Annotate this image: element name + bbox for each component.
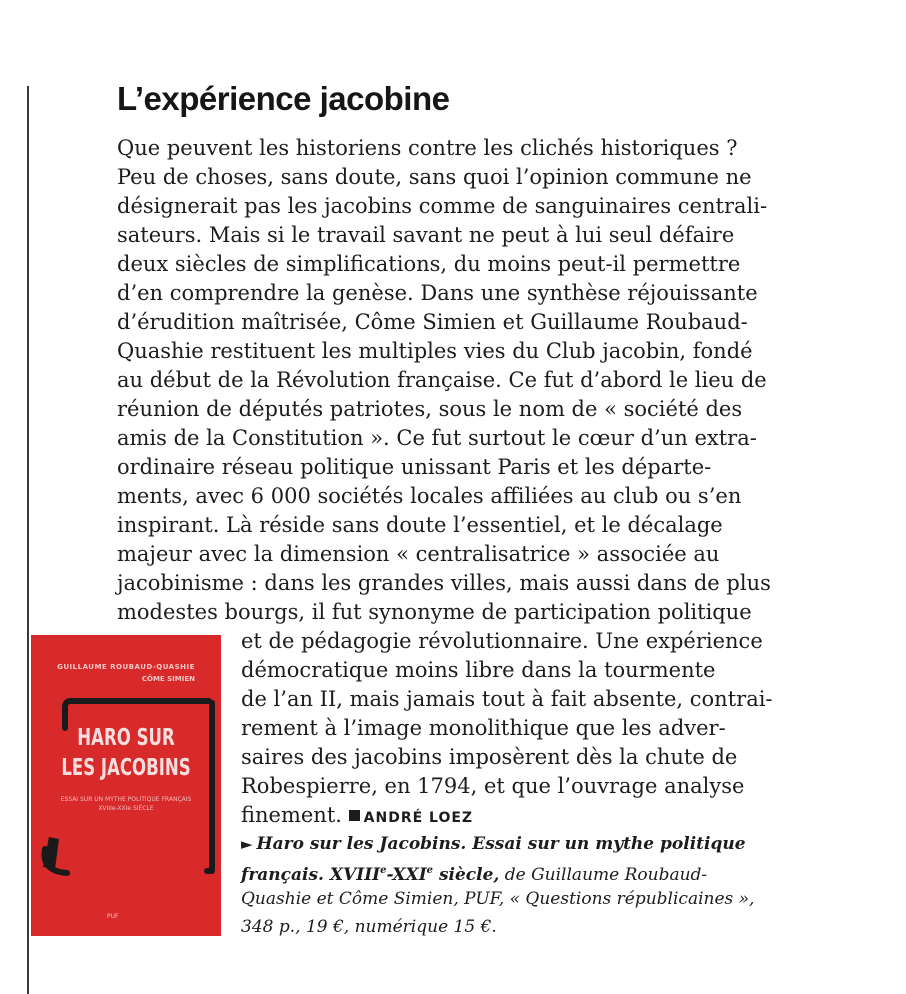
article-last-line — [241, 801, 473, 833]
body-line: Peu de choses, sans doute, sans quoi l’opinion commune ne — [117, 165, 752, 189]
body-line: au début de la Révolution française. Ce fut d’abord le lieu de — [117, 368, 767, 392]
author-byline: ANDRÉ LOEZ — [363, 810, 474, 826]
body-line: majeur avec la dimension « centralisatrice » associée au — [117, 542, 720, 566]
book-title-part-1: Haro sur les Jacobins. Essai sur un mythe politique — [256, 834, 746, 854]
body-line: inspirant. Là réside sans doute l’essentiel, et le décalage — [117, 513, 723, 537]
cover-subtitle: ESSAI SUR UN MYTHE POLITIQUE FRANÇAIS XVIIIe-XXIe SIÈCLE — [60, 796, 192, 812]
body-line-indented: saires des jacobins imposèrent dès la chute de — [241, 745, 738, 769]
column-rule — [27, 86, 29, 994]
body-line: ordinaire réseau politique unissant Paris et les départe- — [117, 455, 712, 479]
last-line-text: finement. — [241, 803, 342, 827]
body-line: Quashie restituent les multiples vies du Club jacobin, fondé — [117, 339, 753, 363]
body-line-indented: Robespierre, en 1794, et que l’ouvrage analyse — [241, 774, 745, 798]
body-line-indented: et de pédagogie révolutionnaire. Une expérience — [241, 629, 763, 653]
body-line: modestes bourgs, il fut synonyme de participation politique — [117, 600, 752, 624]
body-line: ments, avec 6 000 sociétés locales affiliées au club ou s’en — [117, 484, 742, 508]
body-line-indented: de l’an II, mais jamais tout à fait absente, contrai- — [241, 687, 773, 711]
book-cover — [31, 635, 221, 936]
arrow-bullet-icon: ► — [241, 835, 253, 853]
body-line: sateurs. Mais si le travail savant ne peut à lui seul défaire — [117, 223, 735, 247]
body-line: d’érudition maîtrisée, Côme Simien et Guillaume Roubaud- — [117, 310, 748, 334]
cover-author-2: CÔME SIMIEN — [141, 675, 195, 683]
body-line: réunion de députés patriotes, sous le nom de « société des — [117, 397, 743, 421]
cover-title: HARO SUR LES JACOBINS — [61, 725, 191, 781]
body-line-indented: rement à l’image monolithique que les adver- — [241, 716, 726, 740]
body-line: désignerait pas les jacobins comme de sanguinaires centrali- — [117, 194, 768, 218]
end-square-icon — [349, 810, 360, 821]
body-line: Que peuvent les historiens contre les clichés historiques ? — [117, 136, 738, 160]
body-line-indented: démocratique moins libre dans la tourmente — [241, 658, 716, 682]
book-reference-line-3: Quashie et Côme Simien, PUF, « Questions républicaines », — [241, 889, 755, 909]
body-line: amis de la Constitution ». Ce fut surtout le cœur d’un extra- — [117, 426, 757, 450]
body-line: jacobinisme : dans les grandes villes, mais aussi dans de plus — [117, 571, 771, 595]
book-reference-line-1 — [241, 830, 746, 858]
book-reference-line-4: 348 p., 19 €, numérique 15 €. — [241, 917, 497, 937]
cover-authors: GUILLAUME ROUBAUD-QUASHIE — [57, 663, 195, 671]
cover-publisher-logo: PUF — [107, 913, 119, 920]
article-title: L’expérience jacobine — [117, 80, 450, 117]
book-title-part-2: français. XVIIIe-XXIe siècle, — [241, 865, 500, 885]
body-line: d’en comprendre la genèse. Dans une synthèse réjouissante — [117, 281, 758, 305]
body-line: deux siècles de simplifications, du moins peut-il permettre — [117, 252, 741, 276]
book-authors: de Guillaume Roubaud- — [499, 865, 708, 885]
